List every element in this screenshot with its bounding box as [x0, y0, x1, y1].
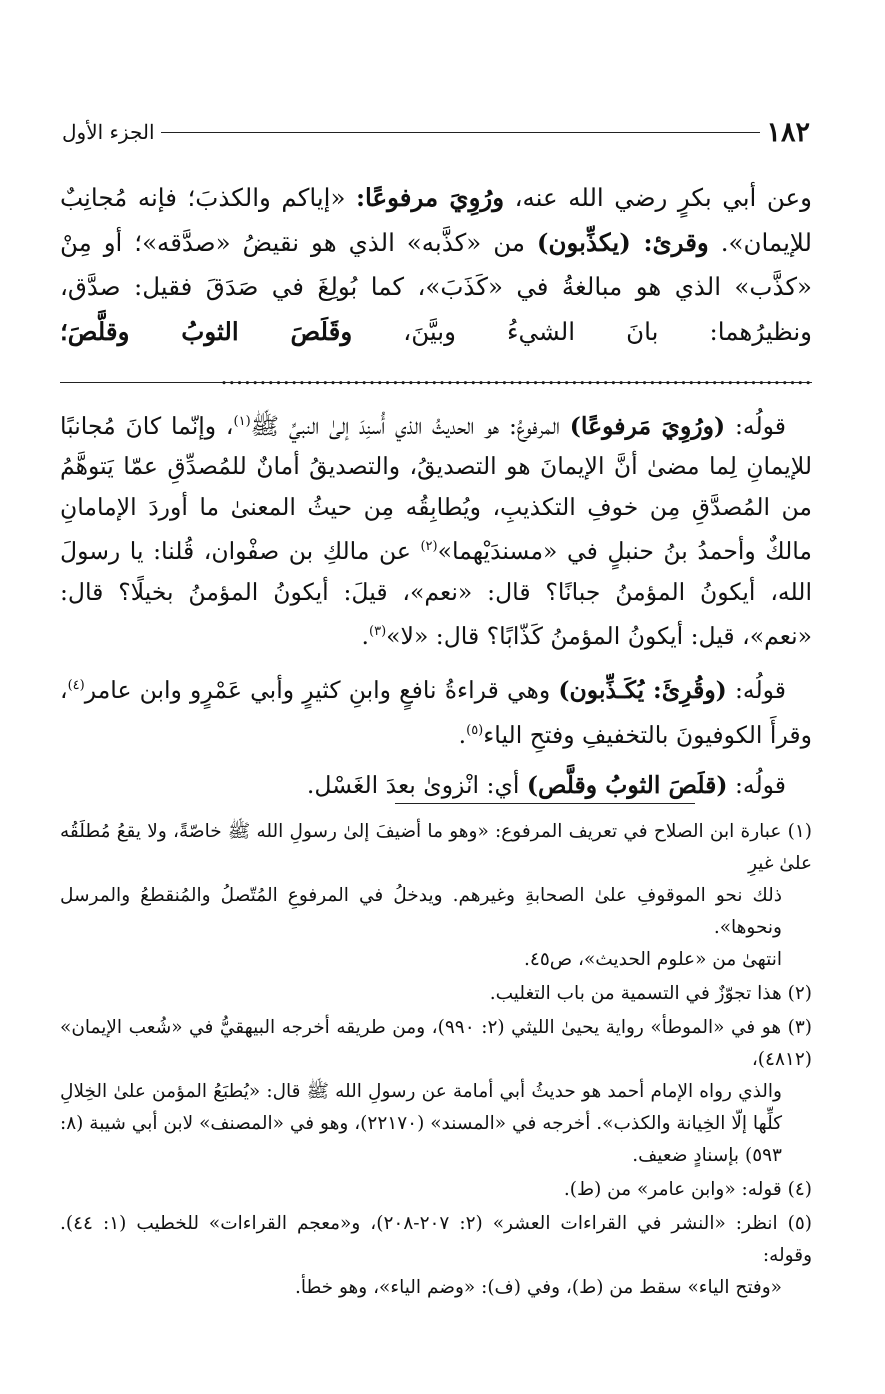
footnote-text: هو في «الموطأ» رواية يحيىٰ الليثي (٢: ٩٩٠)، ومن طريقه أخرجه البيهقيُّ في «شُعب الإيمان» (٤٨١٢)، — [60, 1017, 812, 1070]
footnote-ref[interactable]: (٥) — [466, 722, 484, 738]
footnote — [60, 978, 812, 1010]
commentary-paragraph — [60, 402, 812, 656]
footnote-text: قوله: «وابن عامر» من (ط). — [563, 1179, 788, 1200]
main-text-dots: ............................................................................ — [220, 361, 812, 390]
footnote-text: ذلك نحو الموقوفِ علىٰ الصحابةِ وغيرهم. ويدخلُ في المرفوعِ المُتّصلُ والمُنقطعُ والمرسل ونحوها». — [60, 885, 782, 938]
commentary-quote: (وقُرِئَ: يُكَـذِّبون) — [558, 676, 727, 705]
footnote-ref[interactable]: (٣) — [369, 624, 387, 640]
page-number: ١٨٢ — [766, 116, 810, 148]
footnote-text: والذي رواه الإمام أحمد هو حديثُ أبي أمامة عن رسولِ الله ﷺ قال: «يُطبَعُ المؤمن علىٰ الخِلالِ كلِّها إلّا الخِيانة والكذب». أخرجه في «المسند» (٢٢١٧٠)، وهو في «المصنف» لابن أبي شيبة (٨: ٥٩٣) بإسنادٍ ضعيف. — [60, 1081, 783, 1166]
footnote-text: انتهىٰ من «علوم الحديث»، ص٤٥. — [524, 949, 782, 970]
commentary-text: قولُه: — [726, 676, 786, 705]
main-paragraph — [60, 176, 812, 399]
footnote-number: (٤) — [787, 1179, 812, 1200]
footnote — [60, 816, 812, 976]
footnote-number: (١) — [787, 821, 812, 842]
footnote-text: عبارة ابن الصلاح في تعريف المرفوع: «وهو ما أضيفَ إلىٰ رسولِ الله ﷺ خاصّةً، ولا يقعُ مُطلَقُه علىٰ غيرِ — [60, 821, 812, 874]
main-text-bold: ورُوِيَ مرفوعًا: — [355, 183, 505, 212]
commentary-text: ، وإنّما كانَ مُجانبًا للإيمانِ لِما مضىٰ أنَّ الإيمانَ هو التصديقُ، والتصديقُ أمانٌ للمُصدِّقِ عمّا يَتوهَّمُ من المُصدَّقِ مِن خوفِ التكذيبِ، ويُطابِقُه مِن حيثُ المعنىٰ ما أوردَ الإمامانِ مالكٌ وأحمدُ بنُ حنبلٍ في «مسندَيْهما» — [60, 411, 812, 566]
footnote — [60, 1174, 812, 1206]
page-header — [62, 112, 810, 152]
footnote-ref[interactable]: (٢) — [420, 539, 438, 555]
commentary-text: . — [361, 621, 370, 650]
footnote-divider — [395, 803, 695, 804]
commentary-text: قولُه: — [725, 411, 786, 440]
main-text-bold: وقَلَصَ الثوبُ وقلَّصَ؛ — [60, 316, 353, 346]
commentary-text: قولُه: — [727, 771, 786, 800]
commentary-quote: (قلَصَ الثوبُ وقلَّص) — [526, 771, 728, 800]
commentary-text: . — [458, 720, 467, 749]
footnote-text: «وفتح الياء» سقط من (ط)، وفي (ف): «وضم الياء»، وهو خطأ. — [294, 1277, 782, 1298]
commentary-text: المرفوعُ: هو الحديثُ الذي أُسنِدَ إلىٰ النبيِّ ﷺ — [250, 411, 570, 440]
footnote-number: (٢) — [787, 983, 812, 1004]
main-text-part: وعن أبي بكرٍ رضي الله عنه، — [504, 183, 812, 212]
main-text-bold: وقرئ: (يكذِّبون) — [536, 227, 709, 257]
commentary-quote: (ورُوِيَ مَرفوعًا) — [569, 411, 726, 440]
footnotes — [60, 816, 812, 1306]
main-text-part: «إياكم والكذبَ؛ فإنه مُجانِبٌ للإيمان». — [60, 183, 812, 257]
commentary — [60, 402, 812, 816]
section-divider — [60, 382, 812, 383]
commentary-text: ، وقرأَ الكوفيونَ بالتخفيفِ وفتحِ الياء — [60, 676, 812, 749]
main-text-part: من «كذَّبه» الذي هو نقيضُ «صدَّقه»؛ أو مِنْ «كذَّب» الذي هو مبالغةُ في «كَذَبَ»، كما بُولِغَ في صَدَقَ فقيل: صدَّق، ونظيرُهما: بانَ الشيءُ وبيَّنَ، — [60, 227, 813, 346]
commentary-text: عن مالكِ بن صفْوان، قُلنا: يا رسولَ الله، أيكونُ المؤمنُ جبانًا؟ قال: «نعم»، قيلَ: أيكونُ المؤمنُ بخيلًا؟ قال: «نعم»، قيل: أيكونُ المؤمنُ كَذّابًا؟ قال: «لا» — [60, 537, 812, 650]
main-text — [60, 176, 812, 399]
footnote-ref[interactable]: (٤) — [67, 678, 85, 694]
footnote-number: (٥) — [787, 1213, 813, 1234]
footnote-number: (٣) — [787, 1017, 812, 1038]
header-rule — [161, 132, 761, 133]
footnote — [60, 1208, 812, 1304]
footnote-text: انظر: «النشر في القراءات العشر» (٢: ٢٠٧-٢٠٨)، و«معجم القراءات» للخطيب (١: ٤٤). وقوله: — [60, 1213, 812, 1266]
commentary-paragraph — [60, 765, 812, 806]
commentary-text: أي: انْزوىٰ بعدَ الغَسْل. — [306, 771, 527, 800]
footnote — [60, 1012, 812, 1172]
footnote-text: هذا تجوّزٌ في التسمية من باب التغليب. — [489, 983, 788, 1004]
part-title: الجزء الأول — [62, 120, 155, 144]
commentary-paragraph — [60, 666, 812, 755]
commentary-text: وهي قراءةُ نافعٍ وابنِ كثيرٍ وأبي عَمْرٍو وابن عامر — [84, 676, 559, 705]
footnote-ref[interactable]: (١) — [233, 414, 251, 429]
